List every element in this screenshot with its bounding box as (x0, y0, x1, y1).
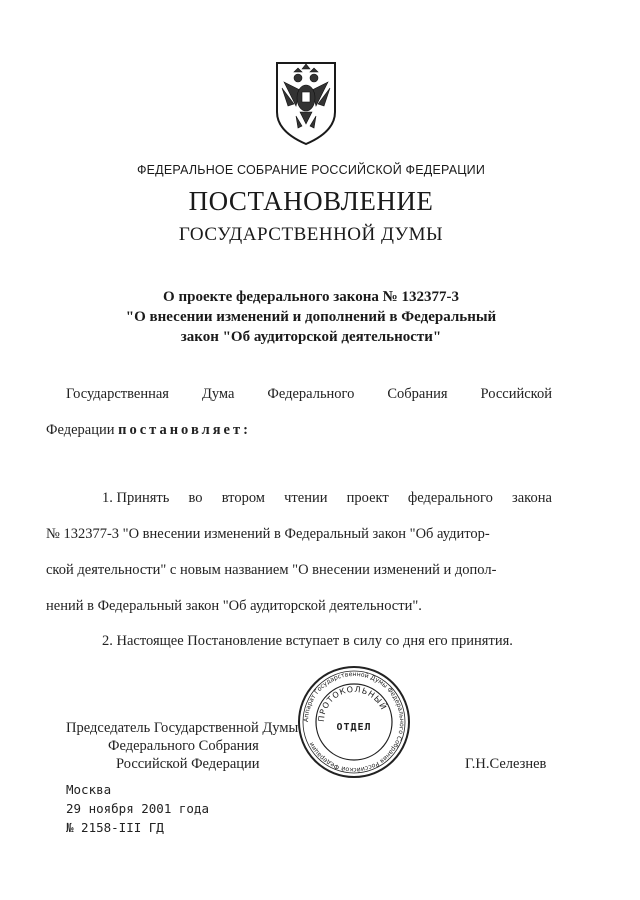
preamble-emphasis: постановляет: (118, 422, 251, 438)
document-number: № 2158-III ГД (66, 820, 164, 835)
signatory-title-line: Председатель Государственной Думы (66, 720, 299, 736)
word: Федерального (267, 386, 355, 402)
document-date: 29 ноября 2001 года (66, 801, 209, 816)
preamble-line (66, 386, 552, 403)
subject-line: О проекте федерального закона № 132377-3 (163, 289, 459, 305)
clause-1-paragraph (46, 490, 552, 620)
clause-line: нений в Федеральный закон "Об аудиторской деятельности". (46, 598, 422, 614)
word: втором (221, 490, 265, 506)
stamp-center-text: ОТДЕЛ (336, 722, 372, 733)
clause-line: 2. Настоящее Постановление вступает в силу со дня его принятия. (102, 633, 513, 649)
signatory-title-line: Российской Федерации (116, 756, 260, 772)
subject-line: закон "Об аудиторской деятельности" (180, 329, 442, 345)
preamble-text: Федерации (46, 422, 115, 438)
word: проект (346, 490, 389, 506)
clause-2-paragraph (66, 633, 552, 655)
subject-line: "О внесении изменений и дополнений в Федеральный (125, 309, 497, 325)
word: 1. Принять (102, 490, 170, 506)
word: Дума (201, 386, 235, 402)
word: во (188, 490, 203, 506)
issuer-title: ГОСУДАРСТВЕННОЙ ДУМЫ (178, 224, 444, 245)
preamble-line (46, 422, 251, 439)
stamp-outer-text: Аппарат Государственной Думы Федерального Собрания Российской Федерации (302, 670, 406, 774)
clause-line: ской деятельности" с новым названием "О внесении изменений и допол- (46, 562, 497, 578)
word: Российской (480, 386, 552, 402)
signatory-title-line: Федерального Собрания (108, 738, 259, 754)
city: Москва (66, 782, 112, 797)
word: чтении (284, 490, 328, 506)
preamble-paragraph (46, 386, 552, 446)
signatory-name: Г.Н.Селезнев (465, 756, 547, 772)
word: Собрания (387, 386, 448, 402)
document-type-title: ПОСТАНОВЛЕНИЕ (188, 186, 434, 216)
document-subject (0, 287, 622, 347)
organization-title: ФЕДЕРАЛЬНОЕ СОБРАНИЕ РОССИЙСКОЙ ФЕДЕРАЦИИ (136, 163, 486, 177)
coat-of-arms-emblem (274, 60, 338, 146)
word: закона (512, 490, 552, 506)
svg-text:ПРОТОКОЛЬНЫЙ (317, 685, 390, 722)
clause-line: № 132377-3 "О внесении изменений в Федеральный закон "Об аудитор- (46, 526, 490, 542)
word: федерального (407, 490, 493, 506)
clause-line (102, 490, 552, 507)
official-stamp (296, 664, 412, 780)
stamp-inner-text: ПРОТОКОЛЬНЫЙ (316, 684, 389, 723)
word: Государственная (66, 386, 169, 402)
